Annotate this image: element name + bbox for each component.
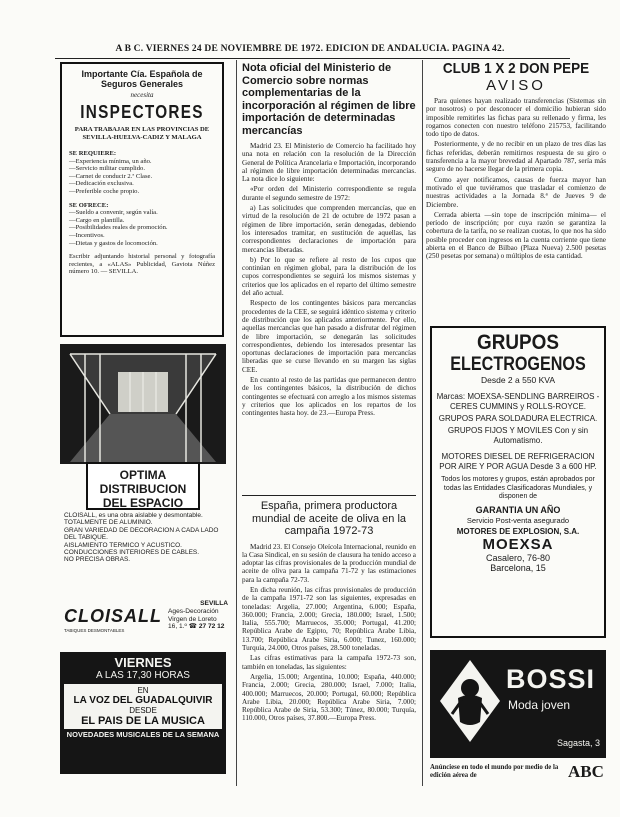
list-item: —Carnet de conducir 2.ª Clase. (69, 172, 153, 180)
article-paragraph: Madrid 23. El Ministerio de Comercio ha facilitado hoy una nota en relación con la resolución de la Dirección General de Política Arancelaria e Importación, incorporando al régimen de libre importación determinadas mercancías. La nota dice lo siguiente: (242, 142, 416, 184)
list-item: TOTALMENTE DE ALUMINIO. (64, 519, 153, 527)
ad-insurance-contact: Escribir adjuntando historial personal y fotografía recientes, a «ALAS» Publicidad, Gaviota Núñez número 10. — SEVILLA. (69, 253, 215, 276)
list-item: —Sueldo a convenir, según valía. (69, 209, 158, 217)
page-header: A B C. VIERNES 24 DE NOVIEMBRE DE 1972. EDICION DE ANDALUCIA. PAGINA 42. (115, 44, 505, 54)
article-olive (242, 500, 416, 807)
bossi-figure-icon (440, 660, 500, 742)
article-paragraph: a) Las solicitudes que comprenden mercancías, que en virtud de la resolución de 21 de octubre de 1972 pasan a régimen de libre importación, serán denegadas, debiendo los interesados tramitar, en sustitución de aquellas, las correspondientes declaraciones de importación para mercancías liberadas. (242, 204, 416, 254)
list-item: GRAN VARIEDAD DE DECORACION A CADA LADO DEL TABIQUE. (64, 526, 219, 542)
article-olive-headline: España, primera productora mundial de aceite de oliva en la campaña 1972-73 (251, 500, 407, 537)
ad-grupos-guarantee: GARANTIA UN AÑO (475, 504, 561, 515)
abc-logo: ABC (568, 762, 604, 781)
ad-radio-program: EL PAIS DE LA MUSICA (81, 715, 205, 727)
list-item: —Posibilidades reales de promoción. (69, 224, 168, 232)
footer-note-text: Anúnciese en todo el mundo por medio de la edición aérea de (430, 764, 559, 779)
corridor-illustration (60, 344, 226, 464)
ad-club-paragraph: Posteriormente, y de no recibir en un plazo de tres días las fichas referidas, deberán remitirnos respuesta de su giro o transferencia a la mayor brevedad al Apartado 787, sería más seguro de no hacerse llegar de la primera copia. (426, 140, 606, 174)
list-item: —Dietas y gastos de locomoción. (69, 239, 158, 247)
article-paragraph: «Por orden del Ministerio correspondiente se regula durante el segundo semestre de 1972: (242, 185, 416, 202)
ad-grupos-brands: Marcas: MOEXSA-SENDLING BARREIROS - CERES CUMMINS y ROLLS-ROYCE. (436, 392, 600, 411)
list-item: —Cargo en plantilla. (69, 216, 125, 224)
ad-insurance-offers-title: SE OFRECE: (69, 201, 109, 209)
list-item: —Incentivos. (69, 231, 105, 239)
article-olive-body (242, 543, 416, 807)
ad-cloisall-contact (168, 600, 228, 631)
article-paragraph: Las cifras estimativas para la campaña 1972-73 son, también en toneladas, las siguientes: (242, 654, 416, 671)
list-item: CLOISALL, es una obra aislable y desmontable. (64, 512, 203, 519)
ad-club-title: CLUB 1 X 2 DON PEPE (442, 60, 590, 77)
ad-cloisall (60, 344, 226, 644)
ad-bossi-address: Sagasta, 3 (556, 738, 600, 748)
ad-insurance-requires-list (69, 158, 215, 196)
list-item: —Experiencia mínima, un año. (69, 157, 152, 165)
article-paragraph: Respecto de los contingentes básicos para mercancías procedentes de la CEE, se seguirá idéntico sistema y criterio de distribución que los aplicados anteriormente. Por ello, aquellas mercancías que han pasado a disfrutar del régimen de libre importación, se denegarán las solicitudes correspondientes, debiendo los interesados presentar las oportunas declaraciones de importación para mercancías liberadas que se curse llevando en su margen las siglas CEE. (242, 299, 416, 374)
ad-bossi-brand: BOSSI (506, 664, 596, 694)
ad-grupos-approved: Todos los motores y grupos, están aprobados por todas las Entidades Clasificadoras Mundiales, y disponen de (441, 476, 595, 500)
column-divider (236, 60, 237, 786)
ad-insurance-company: Importante Cía. Española de Seguros Generales (81, 69, 203, 89)
ad-radio-time: A LAS 17,30 HORAS (96, 670, 190, 681)
ad-grupos-title-2: ELECTROGENOS (450, 354, 586, 375)
ad-cloisall-brand-tag: TABIQUES DESMONTABLES (64, 628, 125, 633)
list-item: AISLAMIENTO TERMICO Y ACUSTICO. (64, 541, 182, 549)
ad-insurance (60, 62, 224, 337)
article-rule (242, 495, 416, 496)
ad-insurance-subtitle: PARA TRABAJAR EN LAS PROVINCIAS DE SEVILLA-HUELVA-CADIZ Y MALAGA (74, 126, 210, 141)
ad-grupos-title-1: GRUPOS (477, 331, 559, 354)
ad-radio-from: DESDE (129, 706, 157, 715)
ad-grupos (430, 326, 606, 638)
article-paragraph: En dicha reunión, las cifras provisionales de producción de la campaña 1971-72 son las siguientes, expresadas en toneladas: Argelia, 27.000; Argentina, 6.000; España, 360.000; Francia, 2.000; Grecia, 180.000; Israel, 1.500; Italia, 555.700; Marruecos, 35.000; Portugal, 41.200; República Arabe de Egipto, 70; República Arabe Libia, 13.700; República Arabe Siria, 6.000; Tunez, 160.000; Turquía, 24.000, Otros países, 28.500 toneladas. (242, 585, 416, 653)
article-paragraph: Argelia, 15.000; Argentina, 10.000; España, 440.000; Francia, 2.000; Grecia, 280.000; Israel, 7.000; Italia, 400.000; Marruecos, 20.000; Portugal, 60.000; República Arabe Libia, 20.000; República Arabe Siria, 7.000; República Arabe de Siria, 53.300; Túnez, 80.000; Turquía, 110.000, Otros países, 37.800.—Europa Press. (242, 672, 416, 723)
ad-cloisall-floor: 16, 1.º (168, 623, 187, 631)
ad-club-paragraph: Para quienes hayan realizado transferencias (Sistemas sin por nosotros) o por desconocer el domicilio hubieran sido imposible remitirles las fichas para su rellenado y firma, les rogamos conecten con nuestro teléfono 215753, facilitando todo tipo de datos. (426, 97, 606, 139)
header-rule (55, 58, 570, 59)
ad-grupos-brand: MOEXSA (482, 535, 554, 553)
article-main-headline: Nota oficial del Ministerio de Comercio sobre normas complementarias de la incorporación al régimen de libre importación de determinadas mercancías (242, 62, 416, 137)
ad-club-subtitle: AVISO (486, 77, 546, 94)
list-item: NO PRECISA OBRAS. (64, 556, 131, 564)
phone-icon: ☎ (188, 623, 197, 631)
ad-cloisall-city: SEVILLA (200, 600, 228, 607)
ad-cloisall-brand: CLOISALL (64, 606, 162, 626)
column-divider (422, 60, 423, 786)
ad-club (426, 60, 606, 338)
ad-cloisall-banner: OPTIMA DISTRIBUCION DEL ESPACIO (86, 462, 200, 510)
ad-club-body (426, 97, 606, 335)
ad-grupos-range: Desde 2 a 550 KVA (480, 375, 556, 385)
article-paragraph: Madrid 23. El Consejo Oleícola Internacional, reunido en la Casa Sindical, en su sesión de clausura ha tenido acceso a adoptar las cifras provisionales de la producción mundial de aceite de oliva para la campaña 71-72 y las estimaciones para la campaña 72-73. (242, 542, 416, 584)
article-paragraph: b) Por lo que se refiere al resto de los cupos que continúan en régimen global, para la distribución de los cupos correspondientes se seguirá los mismos sistemas y criterios que los aplicados en el reparto del último semestre del año actual. (242, 255, 416, 298)
article-paragraph: En cuanto al resto de las partidas que permanecen dentro de los contingentes básicos, la distribución de dichos contingentes se efectuará con arreglo a los mismos sistemas y criterios que los aplicados en los repartos de los contingentes hasta hoy. de 23.—Europa Press. (242, 376, 416, 418)
list-item: —Preferible coche propio. (69, 187, 140, 195)
ad-cloisall-features (64, 512, 224, 564)
ad-grupos-street: Casalero, 76-80 (485, 552, 551, 563)
ad-insurance-offers-list (69, 209, 215, 247)
ad-club-paragraph: Cerrada abierta —sin tope de inscripción mínima— el período de inscripción; por cuya razón se garantiza la cobertura de la tarifa, no se realizan cuotas, lo que nos ha sido posible proceder con ingresos en la cuenta corriente que tiene abierta en el Banco de Bilbao (Plaza Nueva) 2.500 pesetas (250 pesetas por semana) o múltiplos de esta cantidad. (426, 210, 606, 261)
ad-insurance-title: INSPECTORES (80, 102, 204, 122)
article-main (242, 62, 416, 464)
list-item: CONDUCCIONES INTERIORES DE CABLES. (64, 549, 200, 557)
ad-cloisall-agent: Ages-Decoración (168, 607, 219, 615)
ad-radio-on: EN (137, 686, 149, 695)
ad-insurance-needs: necesita (130, 91, 154, 99)
ad-cloisall-address: Virgen de Loreto (168, 615, 217, 623)
list-item: —Dedicación exclusiva. (69, 180, 134, 188)
ad-radio-footer: NOVEDADES MUSICALES DE LA SEMANA (66, 730, 220, 739)
ad-bossi-tagline: Moda joven (508, 698, 571, 712)
ad-grupos-welding: GRUPOS PARA SOLDADURA ELECTRICA. (438, 414, 598, 423)
list-item: —Servicio militar cumplido. (69, 165, 145, 173)
footer-note (430, 762, 606, 786)
ad-grupos-city: Barcelona, 15 (490, 562, 546, 573)
ad-radio-station: LA VOZ DEL GUADALQUIVIR (73, 695, 213, 706)
ad-radio (60, 652, 226, 774)
ad-grupos-motors: MOTORES DIESEL DE REFRIGERACION POR AIRE Y POR AGUA Desde 3 a 600 HP. (439, 452, 597, 471)
ad-bossi (430, 650, 606, 758)
ad-cloisall-phone: 27 72 12 (198, 623, 225, 631)
ad-radio-day: VIERNES (114, 655, 172, 670)
ad-grupos-fixed: GRUPOS FIJOS Y MOVILES Con y sin Automatismo. (447, 426, 589, 445)
ad-club-paragraph: Como ayer notificamos, causas de fuerza mayor han motivado el que tuviéramos que trasladar el comienzo de nuestras actividades a la Jornada 8.ª de Jueves 9 de Diciembre. (426, 175, 606, 209)
ad-grupos-service: Servicio Post-venta asegurado (466, 515, 570, 525)
article-main-body (242, 142, 416, 464)
ad-grupos-company: MOTORES DE EXPLOSION, S.A. (456, 526, 580, 536)
ad-insurance-requires-title: SE REQUIERE: (69, 150, 117, 157)
